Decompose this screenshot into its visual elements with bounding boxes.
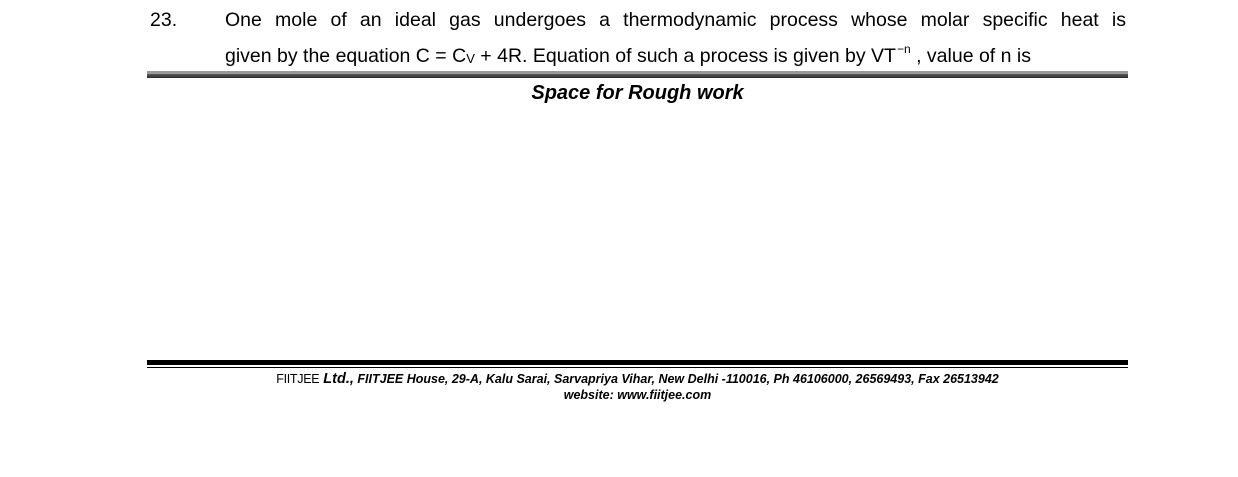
question-line-2 <box>225 35 1126 73</box>
footer-website: website: www.fiitjee.com <box>563 388 712 402</box>
rough-work-title: Space for Rough work <box>531 82 744 104</box>
footer-ltd: Ltd., <box>319 371 354 387</box>
footer-brand: FIITJEE <box>276 372 320 386</box>
top-divider <box>147 71 1128 78</box>
footer-address-line <box>147 371 1128 387</box>
footer-address: FIITJEE House, 29-A, Kalu Sarai, Sarvapriya Vihar, New Delhi -110016, Ph 46106000, 26569493, Fax 26513942 <box>353 372 999 386</box>
question-line-2-part-c: , value of n is <box>910 45 1031 67</box>
superscript-minus-n: −n <box>896 42 911 56</box>
question-line-2-part-a: given by the equation C = C <box>225 45 467 67</box>
footer-divider-thin <box>147 367 1128 368</box>
question-number: 23. <box>150 9 178 31</box>
footer <box>147 371 1128 403</box>
question-line-2-part-b: + 4R. Equation of such a process is given by VT <box>474 45 896 67</box>
question-line-1: One mole of an ideal gas undergoes a thermodynamic process whose molar specific heat is <box>225 9 1126 31</box>
footer-divider-thick <box>147 360 1128 365</box>
question-text <box>225 6 1126 73</box>
subscript-v: V <box>466 51 475 66</box>
